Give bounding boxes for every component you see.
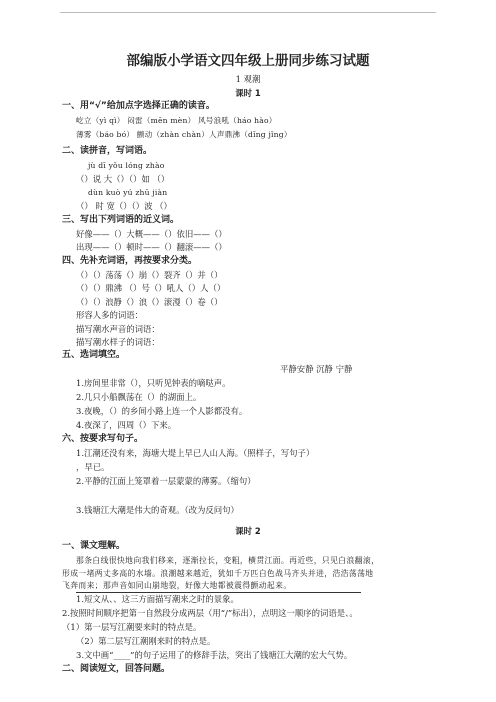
passage-line-3: 飞奔而来；那声音如同山崩地裂，好像大地都被震得颤动起来。 xyxy=(62,581,292,590)
section-4-row-6: 描写潮水样子的词语： xyxy=(76,337,160,347)
header-rule xyxy=(60,12,436,13)
comprehension-question-2: 2.按照时间顺序把第一自然段分成两层（用“/”标出），点明这一顺序的词语是、。 xyxy=(62,608,358,618)
section-6-question-1: 1.江潮还没有来，海塘大堤上早已人山人海。（照样子，写句子） xyxy=(76,448,315,458)
section-2-words-1: （）说 大（）（）如 （） xyxy=(76,174,170,184)
comprehension-question-2a: （1）第一层写江潮要来时的特点是。 xyxy=(62,622,202,632)
section-3-row-2: 出现——（）顿时——（）翻滚——（） xyxy=(76,242,227,252)
section-4-row-5: 描写潮水声音的词语： xyxy=(76,324,160,334)
passage-line-2: 形成一堵两丈多高的水墙。浪潮越来越近，犹如千万匹白色战马齐头并进，浩浩荡荡地 xyxy=(62,569,374,578)
section-5-question-4: 4.夜深了，四周（）下来。 xyxy=(76,420,177,430)
section-5-choices: 平静安静 沉静 宁静 xyxy=(280,364,353,374)
comprehension-question-3: 3.文中画“____”的句子运用了的修辞手法，突出了钱塘江大潮的宏大气势。 xyxy=(76,650,353,660)
section-1-row-2: 薄雾（báo bó） 颤动（zhàn chàn）人声鼎沸（dǐng jǐng） xyxy=(76,130,292,139)
passage-underline xyxy=(76,592,361,593)
section-4-row-4: 形容人多的词语： xyxy=(76,310,143,320)
passage-line-1: 那条白线很快地向我们移来，逐渐拉长，变粗，横贯江面。再近些，只见白浪翻滚， xyxy=(76,556,380,565)
period-1-label: 课时 1 xyxy=(235,88,261,98)
section-6-question-1-answer: ，早已。 xyxy=(76,462,110,472)
section-3-heading: 三、写出下列词语的近义词。 xyxy=(62,215,180,225)
section-3-row-1: 好像——（）大概——（）依旧——（） xyxy=(76,229,227,239)
section-4-row-2: （）（）鼎沸 （）号（）吼人（）人（） xyxy=(76,283,226,293)
section-2-words-2: （） 时 宽（）（）波 （） xyxy=(76,201,172,211)
section-2-heading: 二、读拼音，写词语。 xyxy=(62,146,153,156)
comprehension-question-2b: （2）第二层写江潮刚来时的特点是。 xyxy=(76,636,216,646)
period-2-section-2-heading: 二、阅读短文，回答问题。 xyxy=(62,664,171,674)
section-1-heading: 一、用“√”给加点字选择正确的读音。 xyxy=(62,101,215,111)
section-2-pinyin-1: jù dī yǒu lóng zhào xyxy=(88,161,165,170)
period-2-section-1-heading: 一、课文理解。 xyxy=(62,541,126,551)
section-6-question-3: 3.钱塘江大潮是伟大的奇观。（改为反问句） xyxy=(76,505,239,515)
page-title: 部编版小学语文四年级上册同步练习试题 xyxy=(126,53,370,69)
section-5-question-3: 3.夜晚，（）的乡间小路上连一个人影都没有。 xyxy=(76,406,248,416)
lesson-title: 1 观潮 xyxy=(235,74,261,84)
section-4-row-1: （）（）荡荡（）崩（）裂齐（）并（） xyxy=(76,270,223,280)
section-4-row-3: （）（）浪静（）浪（）滚漫（）卷（） xyxy=(76,297,223,307)
section-5-question-2: 2.几只小船飘荡在（）的湖面上。 xyxy=(76,392,202,402)
section-5-heading: 五、选词填空。 xyxy=(62,350,126,360)
section-4-heading: 四、先补充词语，再按要求分类。 xyxy=(62,256,198,266)
period-2-label: 课时 2 xyxy=(235,526,261,536)
section-5-question-1: 1.房间里非常（），只听见钟表的嘀哒声。 xyxy=(76,378,231,388)
section-6-heading: 六、按要求写句子。 xyxy=(62,434,144,444)
section-2-pinyin-2: dùn kuò yú zhū jiàn xyxy=(88,188,168,197)
section-6-question-2: 2.平静的江面上笼罩着一层蒙蒙的薄雾。（缩句） xyxy=(76,476,256,486)
comprehension-question-1: 1.短文从、、这三方面描写潮来之时的景象。 xyxy=(76,594,239,604)
section-1-row-1: 屹立（yì qì） 闷雷（mēn mèn） 风号浪吼（háo hào） xyxy=(76,116,277,125)
